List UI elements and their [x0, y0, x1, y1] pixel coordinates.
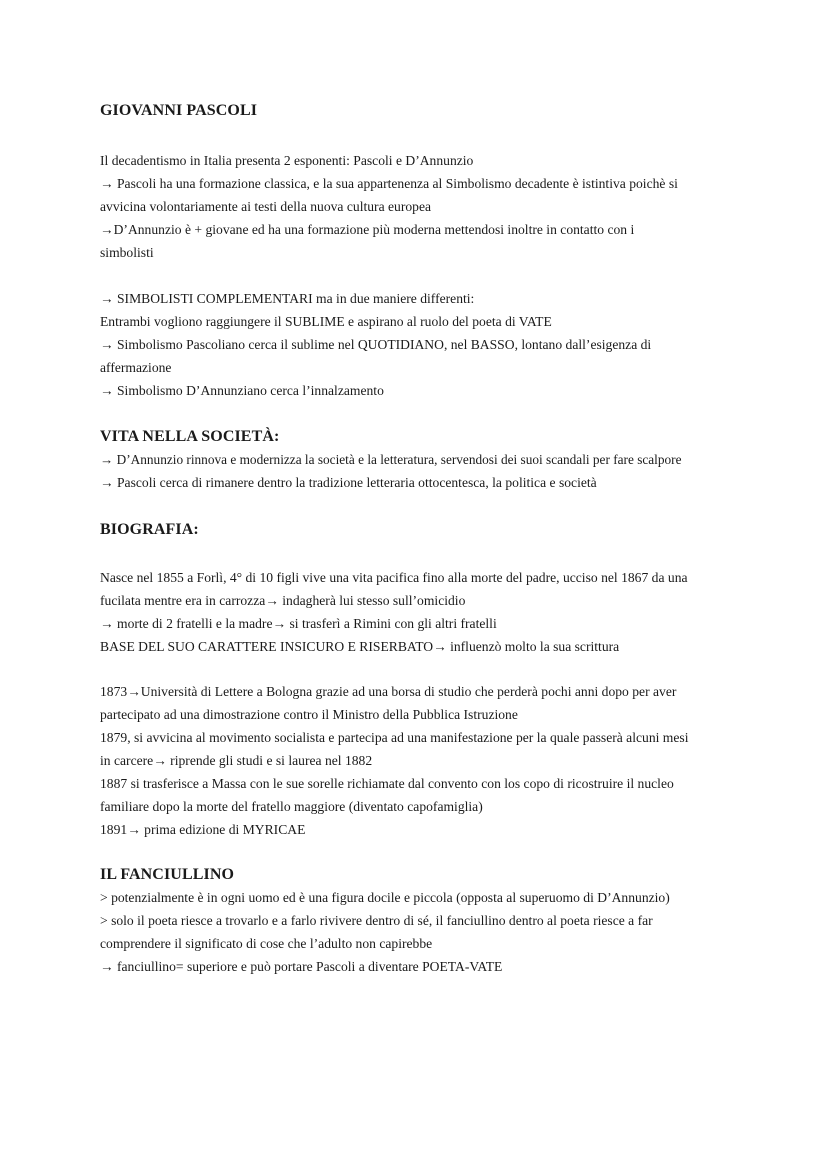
text-line: 1887 si trasferisce a Massa con le sue sorelle richiamate dal convento con los copo di ricostruire il nucleo — [100, 776, 674, 791]
simbolisti-section — [100, 287, 760, 402]
text-line: > solo il poeta riesce a trovarlo e a farlo rivivere dentro di sé, il fanciullino dentro al poeta riesce a far — [100, 913, 653, 928]
text-line: Nasce nel 1855 a Forlì, 4° di 10 figli vive una vita pacifica fino alla morte del padre, ucciso nel 1867 da una — [100, 570, 688, 585]
text-line: fucilata mentre era in carrozza→ indagherà lui stesso sull’omicidio — [100, 593, 466, 608]
document-title-block — [100, 102, 760, 120]
text-line: BASE DEL SUO CARATTERE INSICURO E RISERBATO→ influenzò molto la sua scrittura — [100, 639, 620, 654]
biografia-paragraph-2 — [100, 680, 760, 841]
text-line: in carcere→ riprende gli studi e si laurea nel 1882 — [100, 753, 373, 768]
text-line: → morte di 2 fratelli e la madre→ si trasferì a Rimini con gli altri fratelli — [100, 616, 497, 631]
fanciullino-section — [100, 866, 760, 978]
text-line: → fanciullino= superiore e può portare Pascoli a diventare POETA-VATE — [100, 959, 503, 974]
biografia-section — [100, 521, 760, 539]
text-line: → D’Annunzio rinnova e modernizza la società e la letteratura, servendosi dei suoi scandali per fare scalpore — [100, 452, 682, 467]
text-line: →D’Annunzio è + giovane ed ha una formazione più moderna mettendosi inoltre in contatto con i — [100, 222, 635, 237]
intro-section — [100, 149, 760, 264]
section-heading-vita: VITA NELLA SOCIETÀ: — [100, 428, 280, 445]
text-line: → Pascoli cerca di rimanere dentro la tradizione letteraria ottocentesca, la politica e società — [100, 475, 597, 490]
text-line: → Pascoli ha una formazione classica, e la sua appartenenza al Simbolismo decadente è istintiva poichè si — [100, 176, 678, 191]
text-line: partecipato ad una dimostrazione contro il Ministro della Pubblica Istruzione — [100, 707, 518, 722]
text-line: simbolisti — [100, 245, 154, 260]
text-line: 1873→Università di Lettere a Bologna grazie ad una borsa di studio che perderà pochi anni dopo per aver — [100, 684, 677, 699]
text-line: Il decadentismo in Italia presenta 2 esponenti: Pascoli e D’Annunzio — [100, 153, 474, 168]
text-line: 1879, si avvicina al movimento socialista e partecipa ad una manifestazione per la quale passerà alcuni mesi — [100, 730, 689, 745]
text-line: affermazione — [100, 360, 172, 375]
document-title: GIOVANNI PASCOLI — [100, 102, 258, 119]
section-heading-fanciullino: IL FANCIULLINO — [100, 866, 235, 883]
text-line: comprendere il significato di cose che l’adulto non capirebbe — [100, 936, 433, 951]
text-line: Entrambi vogliono raggiungere il SUBLIME e aspirano al ruolo del poeta di VATE — [100, 314, 552, 329]
text-line: → Simbolismo D’Annunziano cerca l’innalzamento — [100, 383, 384, 398]
vita-section — [100, 428, 760, 494]
text-line: avvicina volontariamente ai testi della nuova cultura europea — [100, 199, 432, 214]
text-line: → Simbolismo Pascoliano cerca il sublime nel QUOTIDIANO, nel BASSO, lontano dall’esigenza di — [100, 337, 652, 352]
text-line: 1891→ prima edizione di MYRICAE — [100, 822, 306, 837]
text-line: familiare dopo la morte del fratello maggiore (diventato capofamiglia) — [100, 799, 483, 814]
biografia-paragraph-1 — [100, 566, 760, 658]
text-line: → SIMBOLISTI COMPLEMENTARI ma in due maniere differenti: — [100, 291, 475, 306]
text-line: > potenzialmente è in ogni uomo ed è una figura docile e piccola (opposta al superuomo di D’Annunzio) — [100, 890, 670, 905]
section-heading-biografia: BIOGRAFIA: — [100, 521, 199, 538]
